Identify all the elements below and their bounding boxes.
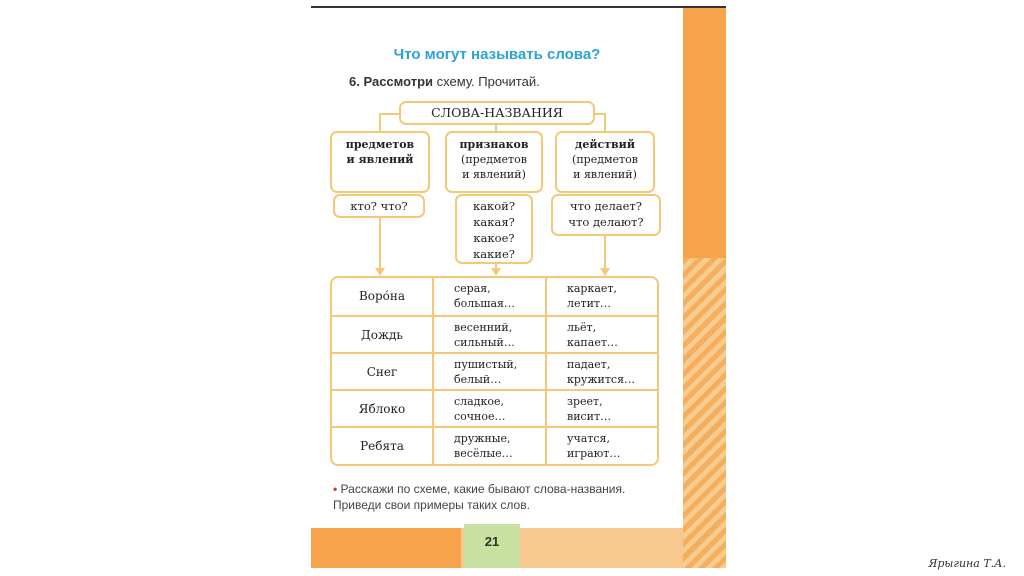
noun-cell: Снег [366,365,398,379]
table-row [332,389,657,428]
footer-instruction [333,481,673,513]
arrow-down-left [375,268,385,276]
task-text: схему. Прочитай. [436,74,540,89]
connector-right-down [604,236,606,270]
cell-line: кружится… [567,373,636,386]
noun-cell: Воро́на [358,289,406,303]
attribute-cell [432,354,545,391]
table-row [332,352,657,391]
attribute-cell [432,278,545,315]
cell-line: сочное… [454,410,506,423]
footer-text: Расскажи по схеме, какие бывают слова-названия. Приведи свои примеры таких слов. [333,482,626,512]
category-attributes [445,131,543,193]
table-row [332,426,657,465]
cell-line: зреет, [567,395,603,408]
connector-right-top [604,114,606,132]
action-cell [545,354,657,391]
cell-line: падает, [567,358,611,371]
attribute-cell [432,391,545,428]
question: какое? [473,231,515,245]
textbook-page [311,6,726,568]
table-row [332,278,657,315]
question: кто? что? [350,199,408,213]
bullet-icon: • [333,482,338,496]
noun-cell: Дождь [361,328,403,342]
category-line: и явлений) [573,168,637,181]
connector-right-h [595,113,606,115]
arrow-down-right [600,268,610,276]
question-box-actions [551,194,661,236]
bottom-stripe [311,528,461,568]
connector-left-h [379,113,401,115]
cell-line: учатся, [567,432,610,445]
cell-line: большая… [454,297,515,310]
connector-left-down [379,218,381,270]
section-title: Что могут называть слова? [393,46,601,63]
page-number: 21 [484,534,500,549]
attribute-cell [432,428,545,465]
category-line: предметов [345,138,415,151]
task-heading [349,74,540,89]
action-cell [545,278,657,315]
cell-line: играют… [567,447,621,460]
noun-cell: Ребята [360,439,404,453]
cell-line: белый… [454,373,502,386]
table-row [332,315,657,354]
question: какая? [473,215,515,229]
question: что делают? [568,215,644,229]
connector-left-top [379,114,381,132]
task-number: 6. [349,74,360,89]
category-objects [330,131,430,193]
cell-line: висит… [567,410,612,423]
category-line: (предметов [572,153,638,166]
author-credit: Ярыгина Т.А. [928,557,1006,570]
task-verb: Рассмотри [363,74,434,89]
cell-line: серая, [454,282,491,295]
question-box-objects [333,194,425,218]
category-line: (предметов [461,153,527,166]
cell-line: летит… [567,297,611,310]
category-line: и явлений) [462,168,526,181]
category-actions [555,131,655,193]
cell-line: капает… [567,336,618,349]
examples-table [330,276,659,466]
cell-line: каркает, [567,282,617,295]
category-line: действий [575,138,635,151]
category-line: признаков [459,138,529,151]
action-cell [545,317,657,354]
question: какой? [473,199,515,213]
cell-line: дружные, [454,432,511,445]
cell-line: весенний, [454,321,513,334]
cell-line: льёт, [567,321,597,334]
attribute-cell [432,317,545,354]
question: что делает? [570,199,642,213]
orange-margin [683,8,726,568]
cell-line: пушистый, [454,358,518,371]
cell-line: сильный… [454,336,515,349]
cell-line: весёлые… [454,447,513,460]
action-cell [545,428,657,465]
arrow-down-mid [491,268,501,276]
category-line: и явлений [346,153,414,166]
root-box: СЛОВА-НАЗВАНИЯ [399,101,595,125]
question: какие? [473,247,515,261]
striped-decoration [683,258,726,568]
noun-cell: Яблоко [358,402,406,416]
question-box-attributes [455,194,533,264]
cell-line: сладкое, [454,395,504,408]
action-cell [545,391,657,428]
